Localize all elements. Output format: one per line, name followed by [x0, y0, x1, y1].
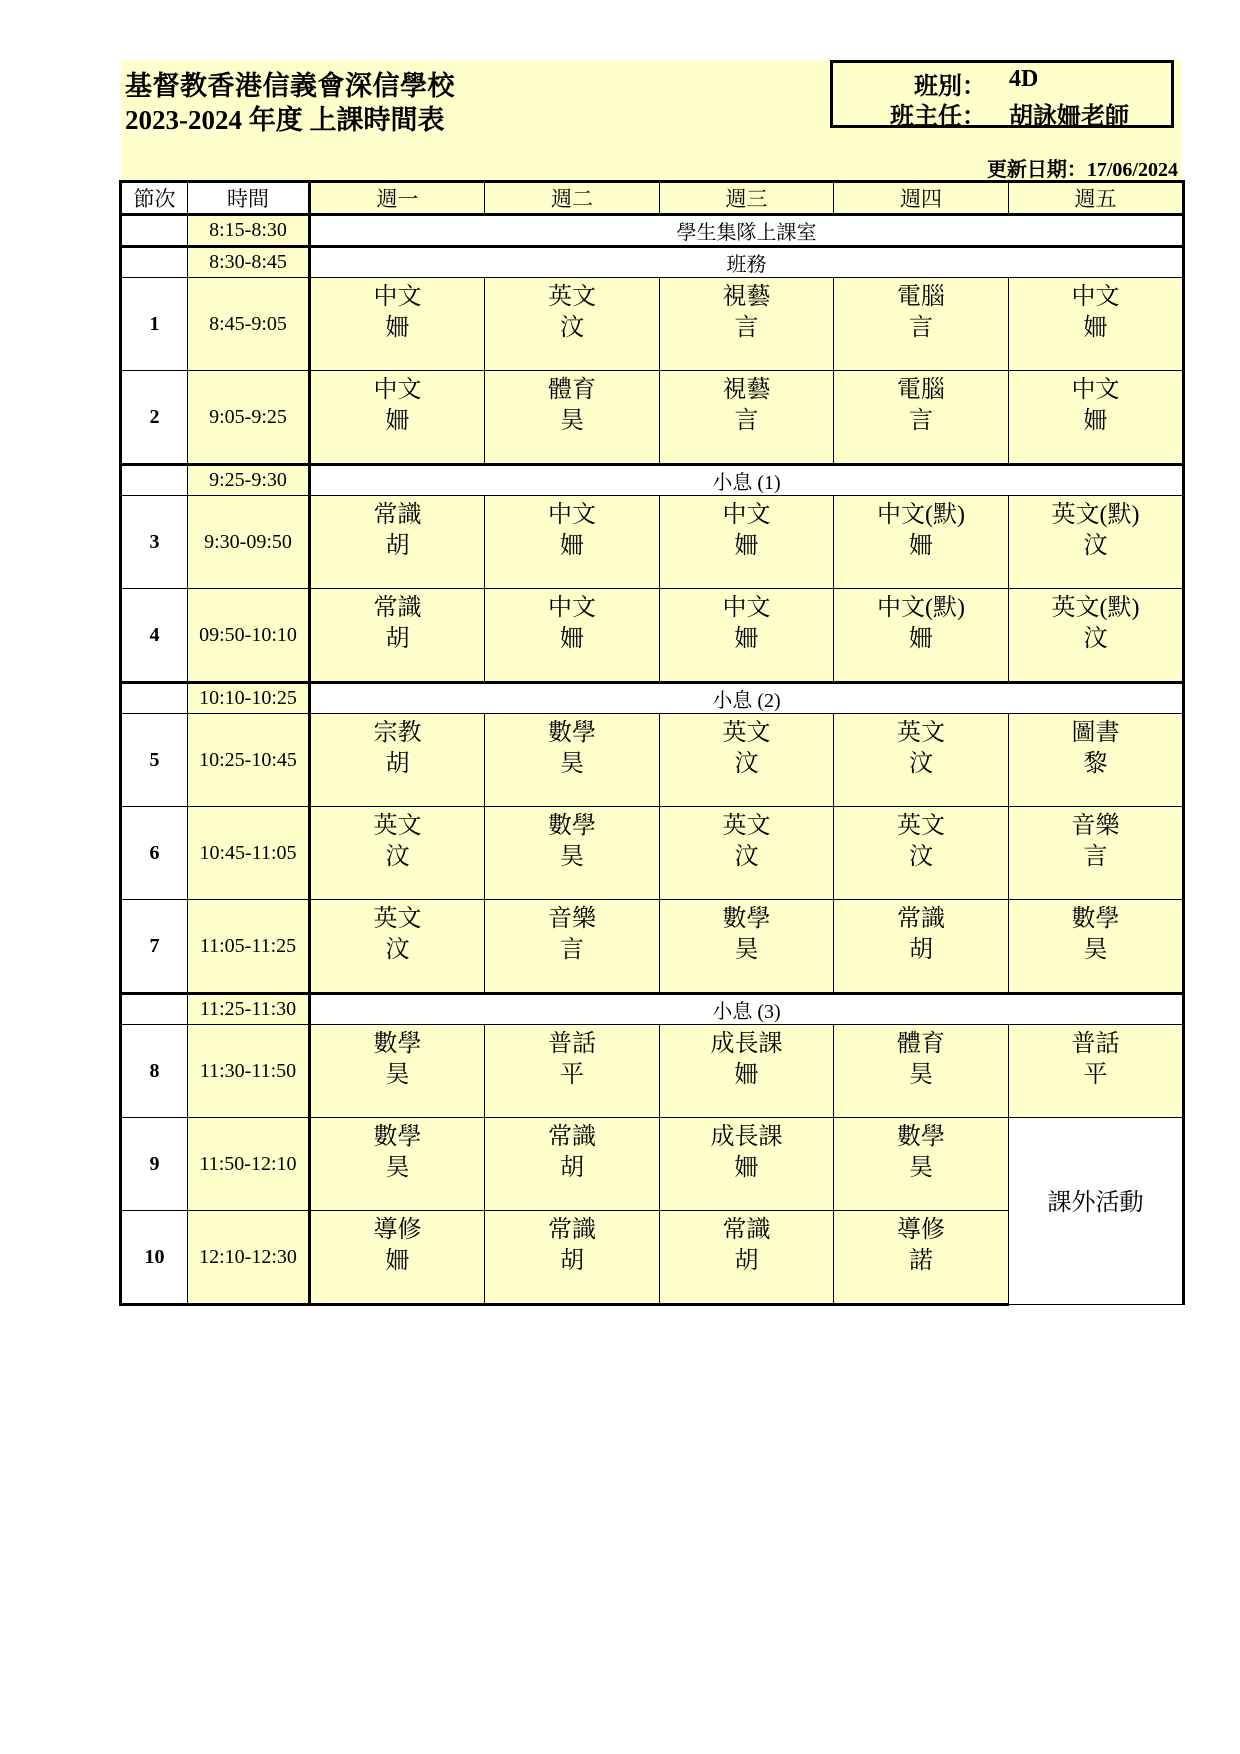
lesson-cell — [310, 496, 485, 589]
subject: 常識 — [548, 1217, 596, 1243]
subject: 英文 — [722, 720, 771, 746]
period-number: 10 — [121, 1211, 188, 1305]
subject: 普話 — [548, 1031, 596, 1057]
period-number: 1 — [121, 278, 188, 371]
period-row — [121, 1118, 1184, 1211]
teacher: 昊 — [385, 1155, 410, 1181]
lesson-cell — [1009, 807, 1184, 900]
teacher: 胡 — [909, 937, 933, 963]
lesson-cell — [660, 589, 834, 683]
lesson-cell — [660, 807, 834, 900]
lesson-cell — [660, 1025, 834, 1118]
subject: 數學 — [373, 1031, 422, 1057]
header-row — [121, 182, 1184, 215]
subject: 體育 — [548, 377, 596, 403]
lesson-cell — [1009, 371, 1184, 465]
subject: 中文(默) — [877, 595, 965, 621]
period-number: 7 — [121, 900, 188, 994]
lesson-cell — [1009, 714, 1184, 807]
lesson-cell — [834, 714, 1009, 807]
header-band — [121, 60, 1182, 180]
teacher: 汶 — [385, 844, 410, 870]
teacher: 胡 — [560, 1248, 584, 1274]
subject: 數學 — [548, 813, 596, 839]
time-cell: 8:45-9:05 — [188, 278, 310, 371]
time-cell: 11:50-12:10 — [188, 1118, 310, 1211]
lesson-cell — [310, 900, 485, 994]
event-row — [121, 215, 1184, 247]
lesson-cell — [310, 371, 485, 465]
subject: 常識 — [548, 1124, 596, 1150]
lesson-cell — [1009, 900, 1184, 994]
lesson-cell — [834, 1211, 1009, 1305]
lesson-cell — [1009, 496, 1184, 589]
lesson-cell — [485, 278, 660, 371]
activity-cell — [1009, 1118, 1184, 1305]
teacher-row — [833, 96, 1171, 130]
subject: 成長課 — [710, 1124, 783, 1150]
period-number-cell — [121, 247, 188, 278]
teacher: 汶 — [734, 751, 759, 777]
teacher: 昊 — [909, 1155, 933, 1181]
subject: 常識 — [373, 502, 422, 528]
period-number: 8 — [121, 1025, 188, 1118]
teacher: 姍 — [560, 626, 584, 652]
subject: 常識 — [373, 595, 422, 621]
subject: 中文 — [548, 595, 596, 621]
time-cell: 10:10-10:25 — [188, 683, 310, 714]
event-label: 學生集隊上課室 — [310, 215, 1184, 247]
subject: 常識 — [722, 1217, 771, 1243]
school-name: 基督教香港信義會深信學校 — [125, 71, 455, 101]
event-row — [121, 683, 1184, 714]
teacher: 姍 — [560, 533, 584, 559]
teacher: 昊 — [1083, 937, 1108, 963]
period-number-cell — [121, 215, 188, 247]
time-cell: 11:30-11:50 — [188, 1025, 310, 1118]
lesson-cell — [310, 1025, 485, 1118]
lesson-cell — [485, 589, 660, 683]
timetable-title: 2023-2024 年度 上課時間表 — [125, 105, 445, 135]
column-header: 週二 — [485, 182, 660, 215]
teacher: 姍 — [385, 408, 410, 434]
teacher: 汶 — [1083, 626, 1108, 652]
teacher: 言 — [560, 937, 584, 963]
column-header: 時間 — [188, 182, 310, 215]
subject: 數學 — [722, 906, 771, 932]
period-row — [121, 714, 1184, 807]
subject: 中文 — [722, 595, 771, 621]
teacher: 言 — [734, 408, 759, 434]
period-number-cell — [121, 683, 188, 714]
teacher: 姍 — [909, 626, 933, 652]
event-label: 班務 — [310, 247, 1184, 278]
subject: 導修 — [373, 1217, 422, 1243]
period-number: 3 — [121, 496, 188, 589]
lesson-cell — [485, 1118, 660, 1211]
lesson-cell — [485, 900, 660, 994]
time-cell: 10:45-11:05 — [188, 807, 310, 900]
subject: 中文 — [1071, 377, 1120, 403]
subject: 英文(默) — [1051, 595, 1140, 621]
subject: 數學 — [373, 1124, 422, 1150]
teacher-value: 胡詠姍老師 — [1009, 104, 1129, 130]
updated-date: 更新日期：17/06/2024 — [986, 159, 1178, 181]
teacher: 姍 — [385, 1248, 410, 1274]
class-label: 班別： — [914, 74, 986, 100]
subject: 音樂 — [1071, 813, 1120, 839]
teacher: 胡 — [385, 533, 410, 559]
lesson-cell — [1009, 589, 1184, 683]
time-cell: 09:50-10:10 — [188, 589, 310, 683]
time-cell: 8:15-8:30 — [188, 215, 310, 247]
period-number: 4 — [121, 589, 188, 683]
lesson-cell — [310, 589, 485, 683]
column-header: 週三 — [660, 182, 834, 215]
period-row — [121, 371, 1184, 465]
teacher: 昊 — [560, 408, 584, 434]
lesson-cell — [1009, 1025, 1184, 1118]
lesson-cell — [485, 1025, 660, 1118]
event-row — [121, 247, 1184, 278]
lesson-cell — [660, 714, 834, 807]
teacher: 言 — [734, 315, 759, 341]
period-row — [121, 496, 1184, 589]
subject: 常識 — [897, 906, 945, 932]
lesson-cell — [660, 496, 834, 589]
teacher: 汶 — [909, 751, 933, 777]
teacher: 言 — [909, 315, 933, 341]
time-cell: 12:10-12:30 — [188, 1211, 310, 1305]
lesson-cell — [834, 900, 1009, 994]
teacher: 汶 — [560, 315, 584, 341]
lesson-cell — [1009, 278, 1184, 371]
subject: 英文(默) — [1051, 502, 1140, 528]
subject: 英文 — [897, 720, 945, 746]
lesson-cell — [310, 714, 485, 807]
teacher: 言 — [909, 408, 933, 434]
teacher: 平 — [560, 1062, 584, 1088]
teacher: 胡 — [385, 751, 410, 777]
column-header: 週一 — [310, 182, 485, 215]
teacher: 昊 — [734, 937, 759, 963]
time-cell: 9:25-9:30 — [188, 465, 310, 496]
lesson-cell — [660, 1211, 834, 1305]
subject: 中文 — [722, 502, 771, 528]
subject: 成長課 — [710, 1031, 783, 1057]
subject: 電腦 — [897, 377, 945, 403]
teacher: 姍 — [1083, 315, 1108, 341]
lesson-cell — [485, 714, 660, 807]
column-header: 節次 — [121, 182, 188, 215]
teacher: 姍 — [734, 533, 759, 559]
period-number: 9 — [121, 1118, 188, 1211]
subject: 中文 — [548, 502, 596, 528]
subject: 英文 — [722, 813, 771, 839]
teacher: 姍 — [734, 1062, 759, 1088]
lesson-cell — [834, 589, 1009, 683]
event-label: 小息 (1) — [310, 465, 1184, 496]
subject: 數學 — [548, 720, 596, 746]
time-cell: 9:30-09:50 — [188, 496, 310, 589]
lesson-cell — [310, 1211, 485, 1305]
subject: 數學 — [1071, 906, 1120, 932]
teacher: 昊 — [560, 844, 584, 870]
time-cell: 8:30-8:45 — [188, 247, 310, 278]
subject: 英文 — [897, 813, 945, 839]
period-number-cell — [121, 465, 188, 496]
period-row — [121, 1025, 1184, 1118]
teacher: 言 — [1083, 844, 1108, 870]
period-row — [121, 589, 1184, 683]
subject: 中文 — [373, 284, 422, 310]
teacher: 姍 — [734, 1155, 759, 1181]
subject: 中文 — [1071, 284, 1120, 310]
teacher: 胡 — [560, 1155, 584, 1181]
time-cell: 10:25-10:45 — [188, 714, 310, 807]
event-row — [121, 465, 1184, 496]
teacher: 汶 — [1083, 533, 1108, 559]
event-row — [121, 994, 1184, 1025]
subject: 體育 — [897, 1031, 945, 1057]
subject: 英文 — [373, 813, 422, 839]
period-row — [121, 807, 1184, 900]
lesson-cell — [660, 1118, 834, 1211]
time-cell: 11:25-11:30 — [188, 994, 310, 1025]
subject: 普話 — [1071, 1031, 1120, 1057]
teacher: 姍 — [1083, 408, 1108, 434]
lesson-cell — [485, 807, 660, 900]
lesson-cell — [310, 278, 485, 371]
lesson-cell — [660, 278, 834, 371]
event-label: 小息 (3) — [310, 994, 1184, 1025]
teacher: 昊 — [560, 751, 584, 777]
period-number: 2 — [121, 371, 188, 465]
period-row — [121, 278, 1184, 371]
lesson-cell — [660, 371, 834, 465]
lesson-cell — [834, 371, 1009, 465]
subject: 英文 — [373, 906, 422, 932]
lesson-cell — [485, 496, 660, 589]
teacher: 姍 — [909, 533, 933, 559]
subject: 視藝 — [722, 284, 771, 310]
teacher: 胡 — [734, 1248, 759, 1274]
lesson-cell — [660, 900, 834, 994]
teacher: 平 — [1083, 1062, 1108, 1088]
teacher: 姍 — [385, 315, 410, 341]
lesson-cell — [834, 807, 1009, 900]
teacher: 昊 — [909, 1062, 933, 1088]
lesson-cell — [834, 1118, 1009, 1211]
event-label: 小息 (2) — [310, 683, 1184, 714]
class-info-box — [830, 60, 1174, 128]
subject: 中文(默) — [877, 502, 965, 528]
subject: 圖書 — [1071, 720, 1120, 746]
subject: 音樂 — [548, 906, 596, 932]
teacher: 汶 — [909, 844, 933, 870]
lesson-cell — [310, 1118, 485, 1211]
subject: 中文 — [373, 377, 422, 403]
column-header: 週五 — [1009, 182, 1184, 215]
teacher-label: 班主任： — [890, 104, 986, 130]
teacher: 胡 — [385, 626, 410, 652]
lesson-cell — [834, 278, 1009, 371]
time-cell: 9:05-9:25 — [188, 371, 310, 465]
teacher: 姍 — [734, 626, 759, 652]
teacher: 昊 — [385, 1062, 410, 1088]
subject: 英文 — [548, 284, 596, 310]
class-value: 4D — [1009, 66, 1039, 92]
subject: 數學 — [897, 1124, 945, 1150]
teacher: 諾 — [909, 1248, 933, 1274]
class-row — [833, 66, 1171, 100]
time-cell: 11:05-11:25 — [188, 900, 310, 994]
subject: 電腦 — [897, 284, 945, 310]
lesson-cell — [310, 807, 485, 900]
teacher: 黎 — [1083, 751, 1108, 777]
subject: 視藝 — [722, 377, 771, 403]
teacher: 汶 — [385, 937, 410, 963]
period-number: 6 — [121, 807, 188, 900]
lesson-cell — [485, 371, 660, 465]
lesson-cell — [834, 1025, 1009, 1118]
activity-label: 課外活動 — [1047, 1189, 1144, 1216]
teacher: 汶 — [734, 844, 759, 870]
subject: 導修 — [897, 1217, 945, 1243]
period-number: 5 — [121, 714, 188, 807]
period-row — [121, 900, 1184, 994]
lesson-cell — [834, 496, 1009, 589]
subject: 宗教 — [373, 720, 422, 746]
column-header: 週四 — [834, 182, 1009, 215]
lesson-cell — [485, 1211, 660, 1305]
timetable — [119, 180, 1185, 1306]
period-number-cell — [121, 994, 188, 1025]
